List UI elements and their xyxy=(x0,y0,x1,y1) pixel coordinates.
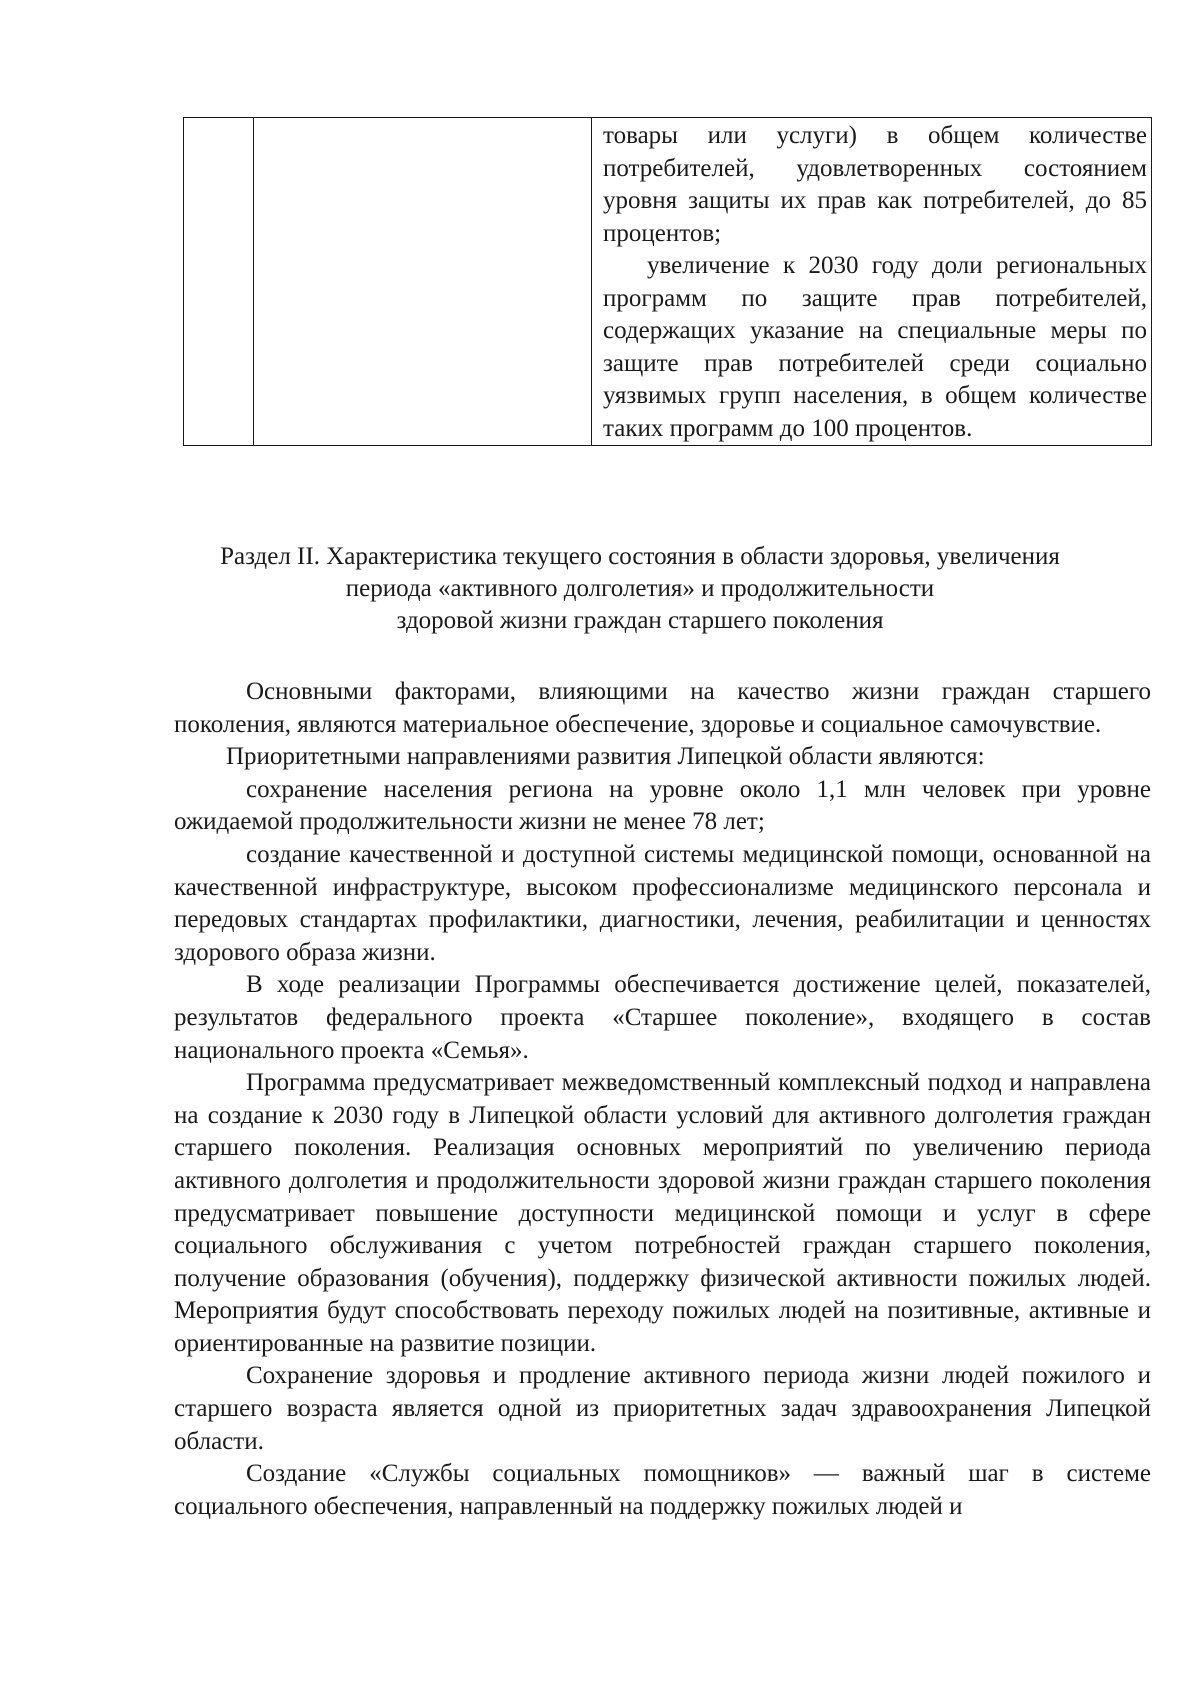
section-heading-line: Раздел II. Характеристика текущего состояния в области здоровья, увеличения xyxy=(220,543,1060,570)
table-cell-paragraph: товары или услуги) в общем количестве потребителей, удовлетворенных состоянием уровня защиты их прав как потребителей, до 85 процентов; xyxy=(603,122,1147,247)
continuation-table xyxy=(183,117,1152,446)
section-heading-line: периода «активного долголетия» и продолжительности xyxy=(345,575,935,602)
table-cell-paragraph: увеличение к 2030 году доли региональных программ по защите прав потребителей, содержащих указание на специальные меры по защите прав потребителей среди социально уязвимых групп населения, в общем количестве таких программ до 100 процентов. xyxy=(603,252,1147,442)
paragraph: Приоритетными направлениями развития Липецкой области являются: xyxy=(226,743,985,771)
table-cell-number xyxy=(184,118,254,446)
paragraph: сохранение населения региона на уровне около 1,1 млн человек при уровне ожидаемой продолжительности жизни не менее 78 лет; xyxy=(174,775,1151,836)
section-heading-line: здоровой жизни граждан старшего поколения xyxy=(396,607,884,634)
paragraph: Программа предусматривает межведомственный комплексный подход и направлена на создание к 2030 году в Липецкой области условий для активного долголетия граждан старшего поколения. Реализация основных мероприятий по увеличению периода активного долголетия и продолжительности здоровой жизни граждан старшего поколения предусматривает повышение доступности медицинской помощи и услуг в сфере социального обслуживания с учетом потребностей граждан старшего поколения, получение образования (обучения), поддержку физической активности пожилых людей. Мероприятия будут способствовать переходу пожилых людей на позитивные, активные и ориентированные на развитие позиции. xyxy=(174,1069,1151,1357)
table-cell-name xyxy=(254,118,592,446)
paragraph: Основными факторами, влияющими на качество жизни граждан старшего поколения, являются материальное обеспечение, здоровье и социальное самочувствие. xyxy=(174,678,1151,738)
paragraph: Сохранение здоровья и продление активного периода жизни людей пожилого и старшего возраста является одной из приоритетных задач здравоохранения Липецкой области. xyxy=(174,1362,1151,1455)
paragraph: Создание «Службы социальных помощников» — важный шаг в системе социального обеспечения, направленный на поддержку пожилых людей и xyxy=(174,1460,1151,1520)
section-heading xyxy=(140,541,1140,637)
paragraph: создание качественной и доступной системы медицинской помощи, основанной на качественной инфраструктуре, высоком профессионализме медицинского персонала и передовых стандартах профилактики, диагностики, лечения, реабилитации и ценностях здорового образа жизни. xyxy=(174,840,1151,966)
body-text xyxy=(174,676,1151,1523)
table-cell-indicators xyxy=(592,118,1152,446)
table-row xyxy=(184,118,1152,446)
paragraph: В ходе реализации Программы обеспечивается достижение целей, показателей, результатов федерального проекта «Старшее поколение», входящего в состав национального проекта «Семья». xyxy=(174,971,1151,1064)
